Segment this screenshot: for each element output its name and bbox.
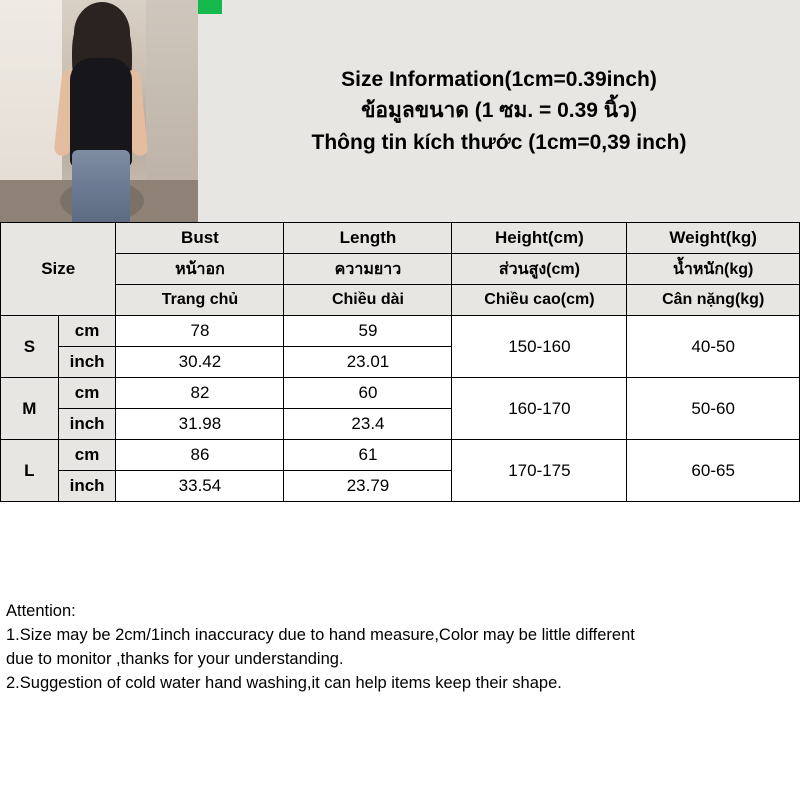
l-length-cm: 61 bbox=[284, 440, 452, 471]
col-length-en: Length bbox=[284, 223, 452, 254]
unit-cm: cm bbox=[58, 316, 116, 347]
table-header-row-vi bbox=[1, 285, 800, 316]
model-hair bbox=[74, 2, 130, 64]
title-line-vietnamese: Thông tin kích thước (1cm=0,39 inch) bbox=[311, 130, 687, 154]
unit-inch: inch bbox=[58, 347, 116, 378]
s-weight: 40-50 bbox=[627, 316, 800, 378]
model-jeans bbox=[72, 150, 130, 222]
row-size-l: L bbox=[1, 440, 59, 502]
unit-cm: cm bbox=[58, 378, 116, 409]
table-row bbox=[1, 378, 800, 409]
unit-inch: inch bbox=[58, 471, 116, 502]
l-weight: 60-65 bbox=[627, 440, 800, 502]
table-header-row-en bbox=[1, 223, 800, 254]
header-banner bbox=[0, 0, 800, 222]
row-size-m: M bbox=[1, 378, 59, 440]
attention-line-3: 2.Suggestion of cold water hand washing,it can help items keep their shape. bbox=[6, 673, 562, 692]
col-length-vi: Chiều dài bbox=[284, 285, 452, 316]
m-height: 160-170 bbox=[452, 378, 627, 440]
col-weight-th: น้ำหนัก(kg) bbox=[627, 254, 800, 285]
s-bust-cm: 78 bbox=[116, 316, 284, 347]
m-bust-cm: 82 bbox=[116, 378, 284, 409]
product-photo bbox=[0, 0, 198, 222]
size-table-wrap bbox=[0, 222, 800, 502]
attention-line-1: 1.Size may be 2cm/1inch inaccuracy due to hand measure,Color may be little different bbox=[6, 625, 635, 644]
l-bust-cm: 86 bbox=[116, 440, 284, 471]
m-bust-inch: 31.98 bbox=[116, 409, 284, 440]
m-length-inch: 23.4 bbox=[284, 409, 452, 440]
col-height-th: ส่วนสูง(cm) bbox=[452, 254, 627, 285]
attention-block bbox=[0, 594, 800, 696]
row-size-s: S bbox=[1, 316, 59, 378]
attention-heading: Attention: bbox=[6, 602, 76, 620]
col-weight-vi: Cân nặng(kg) bbox=[627, 285, 800, 316]
table-header-row-th bbox=[1, 254, 800, 285]
size-header-cell: Size bbox=[1, 223, 116, 316]
s-bust-inch: 30.42 bbox=[116, 347, 284, 378]
col-length-th: ความยาว bbox=[284, 254, 452, 285]
s-length-inch: 23.01 bbox=[284, 347, 452, 378]
table-row bbox=[1, 440, 800, 471]
title-line-english: Size Information(1cm=0.39inch) bbox=[341, 67, 657, 91]
col-height-vi: Chiều cao(cm) bbox=[452, 285, 627, 316]
m-length-cm: 60 bbox=[284, 378, 452, 409]
title-block bbox=[198, 0, 800, 222]
m-weight: 50-60 bbox=[627, 378, 800, 440]
size-table bbox=[0, 222, 800, 502]
unit-cm: cm bbox=[58, 440, 116, 471]
s-height: 150-160 bbox=[452, 316, 627, 378]
l-bust-inch: 33.54 bbox=[116, 471, 284, 502]
col-bust-th: หน้าอก bbox=[116, 254, 284, 285]
l-length-inch: 23.79 bbox=[284, 471, 452, 502]
title-line-thai: ข้อมูลขนาด (1 ซม. = 0.39 นิ้ว) bbox=[361, 99, 637, 123]
attention-line-2: due to monitor ,thanks for your understanding. bbox=[6, 649, 344, 668]
table-row bbox=[1, 316, 800, 347]
col-weight-en: Weight(kg) bbox=[627, 223, 800, 254]
l-height: 170-175 bbox=[452, 440, 627, 502]
unit-inch: inch bbox=[58, 409, 116, 440]
col-bust-en: Bust bbox=[116, 223, 284, 254]
col-height-en: Height(cm) bbox=[452, 223, 627, 254]
s-length-cm: 59 bbox=[284, 316, 452, 347]
col-bust-vi: Trang chủ bbox=[116, 285, 284, 316]
